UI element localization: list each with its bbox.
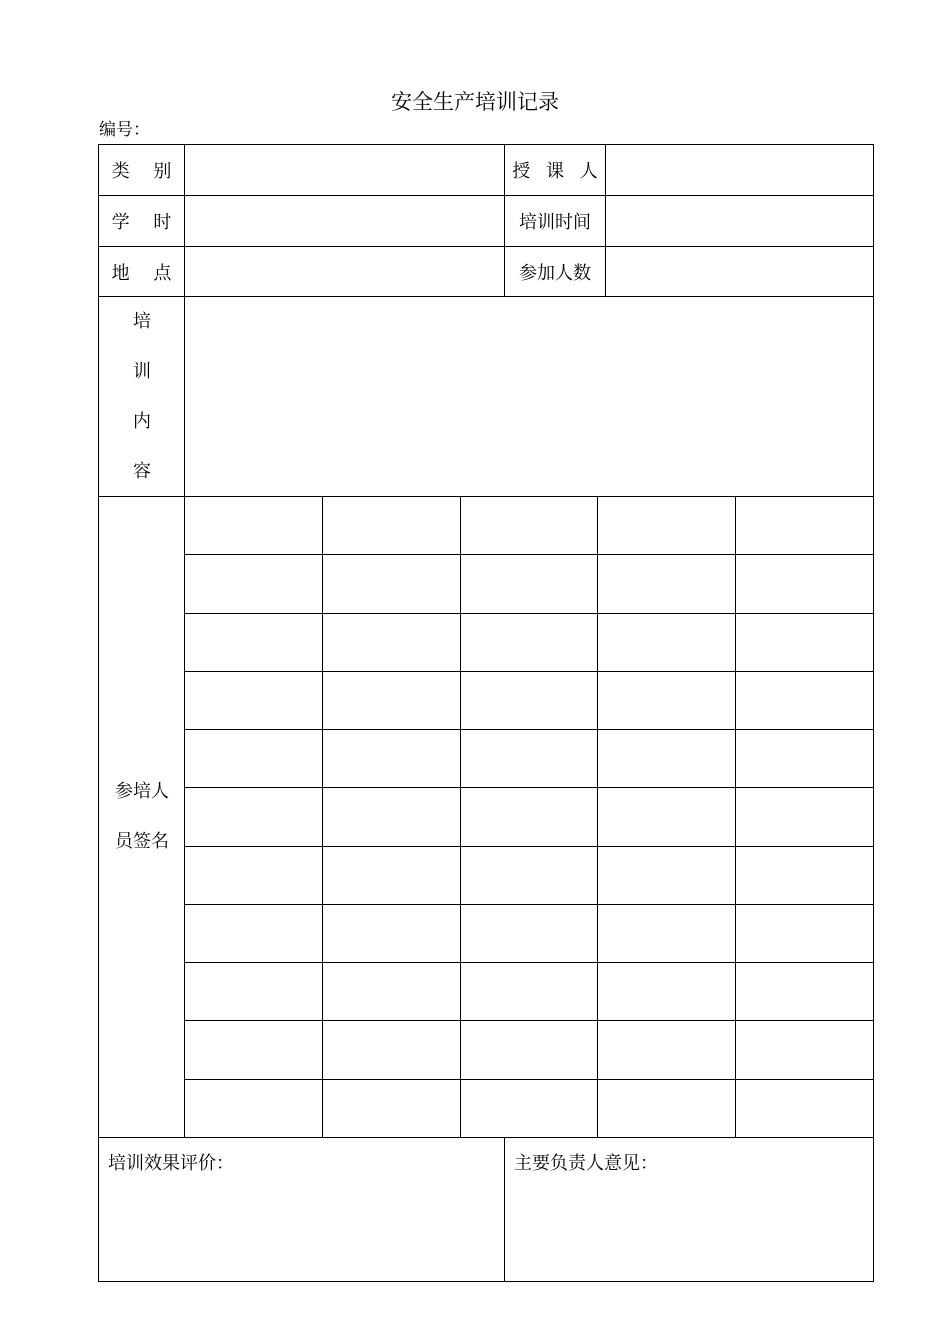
signature-cell[interactable] bbox=[736, 1021, 873, 1078]
signature-cell[interactable] bbox=[461, 1021, 598, 1078]
signature-label-line: 参培人 bbox=[115, 781, 169, 802]
instructor-field[interactable] bbox=[606, 145, 873, 195]
training-content-field[interactable] bbox=[185, 297, 873, 496]
signature-cell[interactable] bbox=[185, 730, 322, 787]
signature-cell[interactable] bbox=[598, 1021, 735, 1078]
training-record-form bbox=[98, 144, 874, 1282]
signature-cell[interactable] bbox=[598, 672, 735, 729]
signature-cell[interactable] bbox=[461, 614, 598, 671]
training-content-label bbox=[99, 297, 185, 497]
signature-cell[interactable] bbox=[598, 788, 735, 845]
location-field[interactable] bbox=[185, 247, 504, 296]
signature-cell[interactable] bbox=[461, 497, 598, 554]
signature-cell[interactable] bbox=[185, 1080, 322, 1137]
signature-cell[interactable] bbox=[185, 905, 322, 962]
signature-cell[interactable] bbox=[185, 614, 322, 671]
category-label: 类 别 bbox=[111, 161, 181, 182]
signature-cell[interactable] bbox=[185, 497, 322, 554]
signature-cell[interactable] bbox=[736, 497, 873, 554]
signature-cell[interactable] bbox=[598, 847, 735, 904]
signature-label-line: 员签名 bbox=[115, 831, 169, 852]
manager-opinion-field[interactable] bbox=[505, 1185, 873, 1281]
signature-cell[interactable] bbox=[323, 730, 460, 787]
signature-cell[interactable] bbox=[185, 847, 322, 904]
category-field[interactable] bbox=[185, 145, 504, 195]
attendee-count-field[interactable] bbox=[606, 247, 873, 296]
attendee-count-label: 参加人数 bbox=[519, 262, 591, 284]
signature-cell[interactable] bbox=[736, 963, 873, 1020]
signature-cell[interactable] bbox=[323, 497, 460, 554]
training-time-field[interactable] bbox=[606, 196, 873, 246]
instructor-label: 授 课 人 bbox=[512, 161, 603, 182]
signature-cell[interactable] bbox=[736, 847, 873, 904]
signature-cell[interactable] bbox=[461, 730, 598, 787]
signature-cell[interactable] bbox=[598, 1080, 735, 1137]
signature-cell[interactable] bbox=[323, 1080, 460, 1137]
signature-cell[interactable] bbox=[598, 730, 735, 787]
signature-cell[interactable] bbox=[461, 847, 598, 904]
signature-cell[interactable] bbox=[323, 963, 460, 1020]
signature-cell[interactable] bbox=[185, 788, 322, 845]
row-divider bbox=[99, 1137, 873, 1138]
signature-cell[interactable] bbox=[323, 614, 460, 671]
signature-cell[interactable] bbox=[185, 963, 322, 1020]
signature-cell[interactable] bbox=[185, 672, 322, 729]
signature-cell[interactable] bbox=[323, 847, 460, 904]
signature-cell[interactable] bbox=[598, 497, 735, 554]
serial-number-label: 编号： bbox=[99, 120, 150, 140]
hours-label: 学 时 bbox=[111, 212, 181, 233]
signature-cell[interactable] bbox=[461, 905, 598, 962]
signature-cell[interactable] bbox=[323, 555, 460, 612]
signature-cell[interactable] bbox=[736, 788, 873, 845]
signature-cell[interactable] bbox=[323, 905, 460, 962]
training-evaluation-field[interactable] bbox=[99, 1185, 504, 1281]
signature-cell[interactable] bbox=[736, 555, 873, 612]
signature-cell[interactable] bbox=[598, 614, 735, 671]
hours-field[interactable] bbox=[185, 196, 504, 246]
signature-cell[interactable] bbox=[598, 555, 735, 612]
signature-cell[interactable] bbox=[736, 730, 873, 787]
training-evaluation-label: 培训效果评价： bbox=[108, 1153, 234, 1174]
content-label-char: 培 bbox=[133, 311, 151, 332]
signature-cell[interactable] bbox=[598, 905, 735, 962]
content-label-char: 训 bbox=[133, 361, 151, 382]
signature-cell[interactable] bbox=[461, 555, 598, 612]
signature-cell[interactable] bbox=[736, 1080, 873, 1137]
signature-cell[interactable] bbox=[736, 614, 873, 671]
signature-cell[interactable] bbox=[461, 672, 598, 729]
signature-cell[interactable] bbox=[461, 963, 598, 1020]
signature-cell[interactable] bbox=[323, 788, 460, 845]
signature-cell[interactable] bbox=[185, 555, 322, 612]
attendee-signature-label bbox=[99, 767, 185, 867]
signature-cell[interactable] bbox=[598, 963, 735, 1020]
signature-cell[interactable] bbox=[323, 1021, 460, 1078]
training-time-label: 培训时间 bbox=[519, 212, 591, 233]
signature-cell[interactable] bbox=[461, 788, 598, 845]
signature-cell[interactable] bbox=[736, 905, 873, 962]
signature-cell[interactable] bbox=[461, 1080, 598, 1137]
document-title: 安全生产培训记录 bbox=[391, 90, 559, 114]
manager-opinion-label: 主要负责人意见： bbox=[514, 1153, 658, 1174]
content-label-char: 容 bbox=[133, 461, 151, 482]
content-label-char: 内 bbox=[133, 411, 151, 432]
signature-cell[interactable] bbox=[185, 1021, 322, 1078]
location-label: 地 点 bbox=[111, 262, 181, 284]
signature-cell[interactable] bbox=[323, 672, 460, 729]
signature-cell[interactable] bbox=[736, 672, 873, 729]
